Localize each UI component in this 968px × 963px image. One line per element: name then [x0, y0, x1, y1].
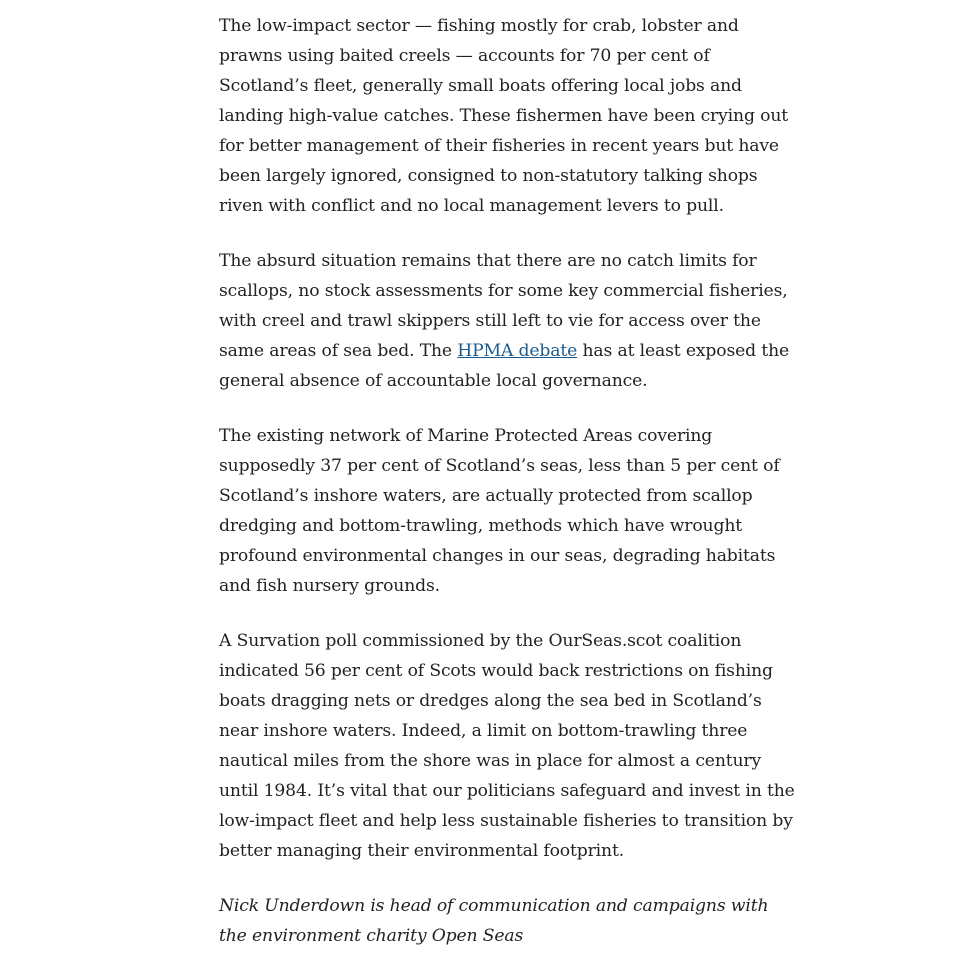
article-body — [219, 11, 799, 951]
paragraph-absurd-situation — [219, 246, 799, 396]
paragraph-marine-protected-areas: The existing network of Marine Protected Areas covering supposedly 37 per cent of Scotland’s seas, less than 5 per cent of Scotland’s inshore waters, are actually protected from scallop dredging and bottom-trawling, methods which have wrought profound environmental changes in our seas, degrading habitats and fish nursery grounds. — [219, 426, 780, 596]
hpma-debate-link[interactable]: HPMA debate — [457, 341, 578, 361]
paragraph-low-impact-sector: The low-impact sector — fishing mostly for crab, lobster and prawns using baited creels — accounts for 70 per cent of Scotland’s fleet, generally small boats offering local jobs and landing high-value catches. These fishermen have been crying out for better management of their fisheries in recent years but have been largely ignored, consigned to non-statutory talking shops riven with conflict and no local management levers to pull. — [219, 16, 788, 216]
author-byline: Nick Underdown is head of communication and campaigns with the environment charity Open Seas — [219, 896, 769, 946]
paragraph-survation-poll: A Survation poll commissioned by the OurSeas.scot coalition indicated 56 per cent of Scots would back restrictions on fishing boats dragging nets or dredges along the sea bed in Scotland’s near inshore waters. Indeed, a limit on bottom-trawling three nautical miles from the shore was in place for almost a century until 1984. It’s vital that our politicians safeguard and invest in the low-impact fleet and help less sustainable fisheries to transition by better managing their environmental footprint. — [219, 631, 795, 861]
paragraph-text-after-link: has at least exposed the general absence of accountable local governance. — [219, 341, 790, 391]
paragraph-text-before-link: The absurd situation remains that there are no catch limits for scallops, no stock assessments for some key commercial fisheries, with creel and trawl skippers still left to vie for access over the same areas of sea bed. The — [219, 251, 788, 361]
